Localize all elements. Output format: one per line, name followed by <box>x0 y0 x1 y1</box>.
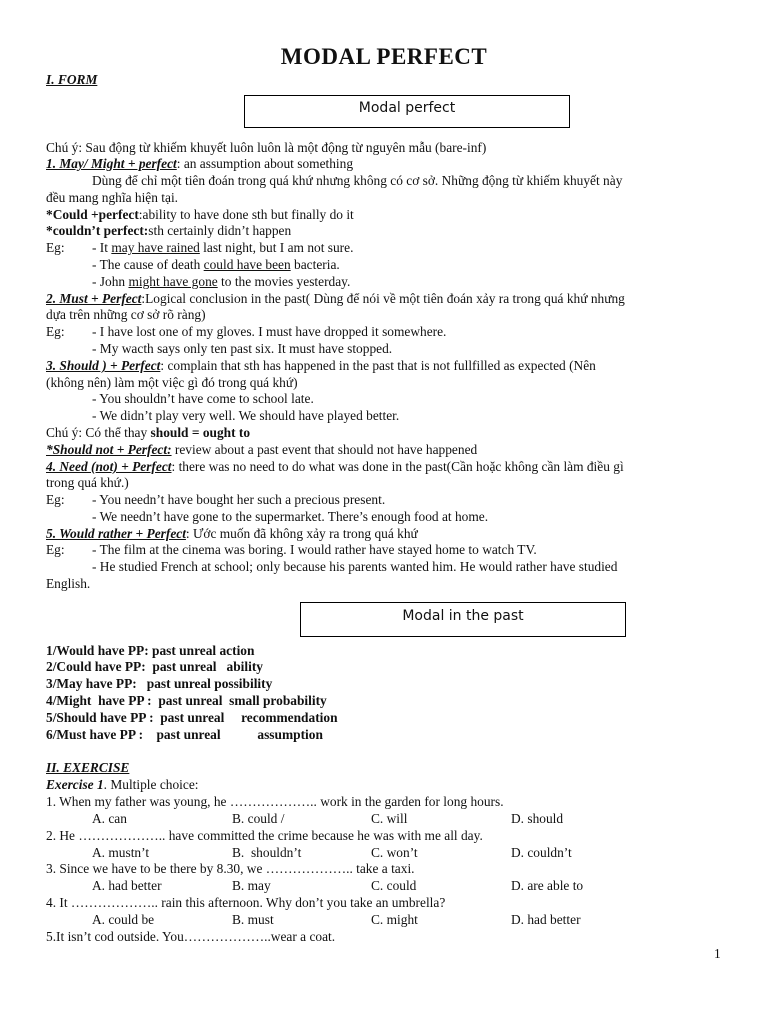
example-line: - He studied French at school; only because his parents wanted him. He would rather have studied <box>92 559 618 574</box>
option: B. may <box>232 878 271 893</box>
box-modal-perfect-label: Modal perfect <box>358 100 456 116</box>
should-heading: 3. Should ) + Perfect <box>46 358 161 373</box>
past-list-item: 2/Could have PP: past unreal ability <box>46 659 264 674</box>
eg-label: Eg: <box>46 324 65 339</box>
option: A. mustn’t <box>92 845 150 860</box>
example-text: bacteria. <box>290 257 340 272</box>
example-underlined: might have gone <box>128 274 218 289</box>
could-line <box>46 207 354 223</box>
may-definition: : an assumption about something <box>176 156 354 171</box>
option: B. could / <box>232 811 285 826</box>
may-vn-line-1: Dùng để chỉ một tiên đoán trong quá khứ nhưng không có cơ sở. Những động từ khiếm khuyết này <box>92 173 623 188</box>
need-definition: : there was no need to do what was done in the past(Cần hoặc không cần làm điều gì <box>171 459 624 474</box>
option: C. won’t <box>371 845 418 860</box>
example-line: - We needn’t have gone to the supermarket. There’s enough food at home. <box>92 509 489 524</box>
example-line: English. <box>46 576 91 591</box>
note-bold: should = ought to <box>150 425 251 440</box>
must-definition: :Logical conclusion in the past( Dùng để nói về một tiên đoán xảy ra trong quá khứ nhưng <box>141 291 625 306</box>
option: D. are able to <box>511 878 584 893</box>
example-underlined: may have rained <box>111 240 200 255</box>
past-list-item: 4/Might have PP : past unreal small probability <box>46 693 327 708</box>
option: C. might <box>371 912 418 927</box>
should-not-text: review about a past event that should not have happened <box>171 442 478 457</box>
note-line: Chú ý: Sau động từ khiếm khuyết luôn luôn là một động từ nguyên mẫu (bare-inf) <box>46 140 487 155</box>
question: 2. He ……………….. have committed the crime because he was with me all day. <box>46 828 483 843</box>
couldnt-line <box>46 223 291 239</box>
past-list-item: 6/Must have PP : past unreal assumption <box>46 727 323 742</box>
page-number: 1 <box>714 946 721 961</box>
need-line <box>46 459 624 475</box>
example-text: to the movies yesterday. <box>217 274 351 289</box>
option: C. could <box>371 878 417 893</box>
need-heading: 4. Need (not) + Perfect <box>46 459 172 474</box>
should-line <box>46 358 596 374</box>
past-list-item: 5/Should have PP : past unreal recommendation <box>46 710 338 725</box>
exercise-title: . Multiple choice: <box>103 777 199 792</box>
example-line: - I have lost one of my gloves. I must have dropped it somewhere. <box>92 324 447 339</box>
note-should-line <box>46 425 250 441</box>
option: A. had better <box>92 878 162 893</box>
option: C. will <box>371 811 408 826</box>
section-heading-exercise: II. EXERCISE <box>46 760 130 775</box>
option: B. must <box>232 912 274 927</box>
exercise-title-line <box>46 777 198 793</box>
section-heading-form: I. FORM <box>46 72 98 87</box>
example-text: last night, but I am not sure. <box>199 240 354 255</box>
example-line <box>92 257 340 273</box>
box-modal-in-the-past <box>300 602 626 637</box>
option: A. could be <box>92 912 155 927</box>
question: 4. It ……………….. rain this afternoon. Why don’t you take an umbrella? <box>46 895 446 910</box>
question: 3. Since we have to be there by 8.30, we ……………….. take a taxi. <box>46 861 415 876</box>
need-vn-line: trong quá khứ.) <box>46 475 129 490</box>
example-line: - We didn’t play very well. We should have played better. <box>92 408 400 423</box>
should-vn-line: (không nên) làm một việc gì đó trong quá khứ) <box>46 375 298 390</box>
could-text: :ability to have done sth but finally do it <box>138 207 354 222</box>
eg-label: Eg: <box>46 542 65 557</box>
should-not-line <box>46 442 477 458</box>
may-vn-line-2: đều mang nghĩa hiện tại. <box>46 190 179 205</box>
may-heading: 1. May/ Might + perfect <box>46 156 177 171</box>
must-vn-line: dựa trên những cơ sở rõ ràng) <box>46 307 206 322</box>
should-definition: : complain that sth has happened in the past that is not fullfilled as expected (Nên <box>160 358 596 373</box>
example-underlined: could have been <box>203 257 291 272</box>
couldnt-text: sth certainly didn’t happen <box>148 223 292 238</box>
must-heading: 2. Must + Perfect <box>46 291 142 306</box>
should-not-heading: *Should not + Perfect: <box>46 442 172 457</box>
option: D. had better <box>511 912 581 927</box>
page-title: MODAL PERFECT <box>280 44 488 69</box>
example-text: - It <box>92 240 112 255</box>
example-line: - You shouldn’t have come to school late. <box>92 391 314 406</box>
option: A. can <box>92 811 127 826</box>
eg-label: Eg: <box>46 492 65 507</box>
would-definition: : Ước muốn đã không xảy ra trong quá khứ <box>185 526 418 541</box>
question: 1. When my father was young, he ……………….. work in the garden for long hours. <box>46 794 504 809</box>
box-modal-in-the-past-label: Modal in the past <box>402 608 524 624</box>
example-line <box>92 240 353 256</box>
exercise-label: Exercise 1 <box>46 777 104 792</box>
question: 5.It isn’t cod outside. You………………..wear a coat. <box>46 929 336 944</box>
eg-label: Eg: <box>46 240 65 255</box>
example-text: - John <box>92 274 129 289</box>
option: D. couldn’t <box>511 845 572 860</box>
example-text: - The cause of death <box>92 257 204 272</box>
past-list-item: 3/May have PP: past unreal possibility <box>46 676 273 691</box>
example-line: - The film at the cinema was boring. I would rather have stayed home to watch TV. <box>92 542 537 557</box>
could-heading: *Could +perfect <box>46 207 139 222</box>
past-list-item: 1/Would have PP: past unreal action <box>46 643 255 658</box>
may-line <box>46 156 353 172</box>
option: B. shouldn’t <box>232 845 302 860</box>
example-line <box>92 274 350 290</box>
would-heading: 5. Would rather + Perfect <box>46 526 186 541</box>
example-line: - My wacth says only ten past six. It must have stopped. <box>92 341 393 356</box>
would-line <box>46 526 418 542</box>
box-modal-perfect <box>244 95 570 128</box>
note-text: Chú ý: Có thể thay <box>46 425 151 440</box>
must-line <box>46 291 625 307</box>
couldnt-heading: *couldn’t perfect: <box>46 223 149 238</box>
option: D. should <box>511 811 564 826</box>
example-line: - You needn’t have bought her such a precious present. <box>92 492 386 507</box>
